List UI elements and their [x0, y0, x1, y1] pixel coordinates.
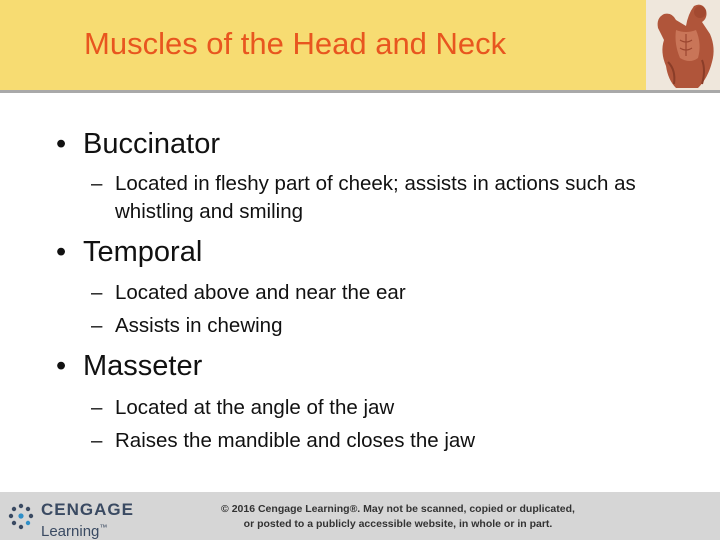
sub-bullet [91, 279, 655, 307]
slide-footer [0, 492, 720, 540]
bullet-temporal [56, 236, 202, 269]
sub-bullet [91, 312, 655, 340]
bullet-masseter [56, 350, 202, 383]
sub-bullet-text: Located at the angle of the jaw [115, 396, 395, 419]
cengage-logo-text [41, 501, 134, 541]
slide-title: Muscles of the Head and Neck [84, 26, 507, 61]
logo-line-1: CENGAGE [41, 500, 134, 519]
copyright-line-2: or posted to a publicly accessible website, in whole or in part. [243, 518, 553, 530]
sub-bullet-text: Assists in chewing [115, 314, 283, 337]
bullet-label: Buccinator [83, 128, 221, 160]
bullet-buccinator [56, 128, 220, 161]
sub-bullet [91, 394, 655, 422]
bullet-glyph: • [56, 128, 67, 160]
logo-line-2 [41, 519, 134, 541]
logo-trademark: ™ [99, 523, 108, 532]
dash-glyph: – [91, 429, 103, 452]
bullet-glyph: • [56, 236, 67, 268]
dash-glyph: – [91, 172, 103, 195]
logo-word: Learning [41, 523, 100, 540]
sub-bullet-text: Located above and near the ear [115, 281, 406, 304]
copyright-notice [192, 502, 604, 532]
bullet-label: Masseter [83, 350, 203, 382]
copyright-line-1: © 2016 Cengage Learning®. May not be scanned, copied or duplicated, [221, 503, 575, 515]
dash-glyph: – [91, 281, 103, 304]
dash-glyph: – [91, 314, 103, 337]
sub-bullet-text: Raises the mandible and closes the jaw [115, 429, 476, 452]
bullet-glyph: • [56, 350, 67, 382]
dash-glyph: – [91, 396, 103, 419]
cengage-logo-icon [6, 502, 36, 532]
sub-bullet-text: Located in fleshy part of cheek; assists in actions such as whistling and smiling [115, 172, 636, 223]
bullet-label: Temporal [83, 236, 203, 268]
sub-bullet [91, 427, 655, 455]
sub-bullet [91, 170, 655, 226]
